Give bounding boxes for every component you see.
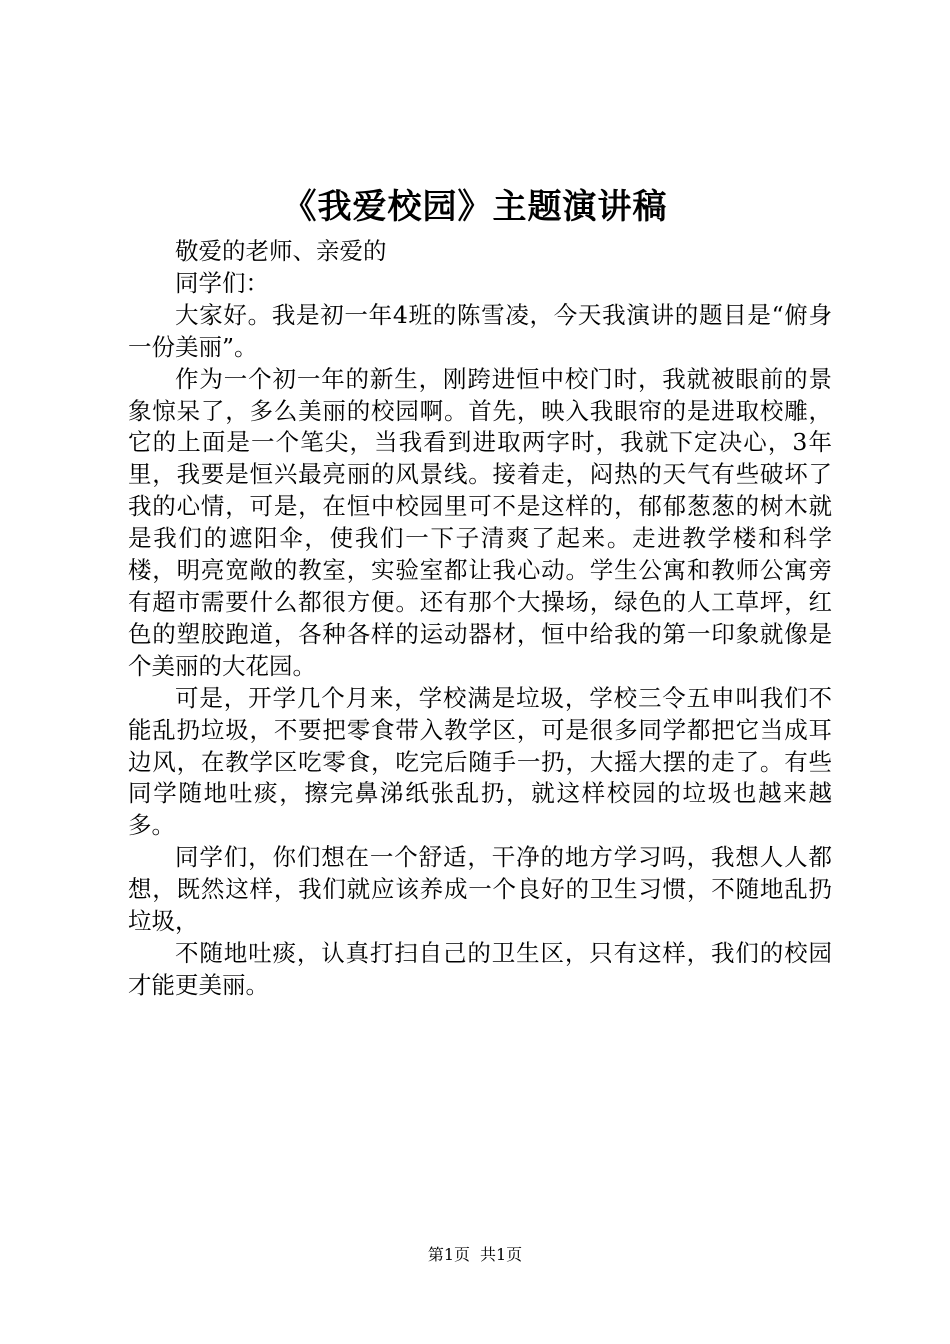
page-total: 共1页 — [480, 1245, 523, 1264]
page-footer — [0, 1244, 950, 1266]
salutation-line-1: 敬爱的老师、亲爱的 — [175, 237, 387, 265]
paragraph-campus-description: 作为一个初一年的新生，刚跨进恒中校门时，我就被眼前的景象惊呆了，多么美丽的校园啊。首先，映入我眼帘的是进取校雕，它的上面是一个笔尖，当我看到进取两字时，我就下定决心，3年里，我要是恒兴最亮丽的风景线。接着走，闷热的天气有些破坏了我的心情，可是，在恒中校园里可不是这样的，郁郁葱葱的树木就是我们的遮阳伞，使我们一下子清爽了起来。走进教学楼和科学楼，明亮宽敞的教室，实验室都让我心动。学生公寓和教师公寓旁有超市需要什么都很方便。还有那个大操场，绿色的人工草坪，红色的塑胶跑道，各种各样的运动器材，恒中给我的第一印象就像是个美丽的大花园。 — [128, 364, 832, 680]
paragraph-litter-problem: 可是，开学几个月来，学校满是垃圾，学校三令五申叫我们不能乱扔垃圾，不要把零食带入教学区，可是很多同学都把它当成耳边风，在教学区吃零食，吃完后随手一扔，大摇大摆的走了。有些同学随地吐痰，擦完鼻涕纸张乱扔，就这样校园的垃圾也越来越多。 — [128, 683, 832, 840]
document-body — [128, 236, 832, 1002]
document-title: 《我爱校园》主题演讲稿 — [282, 187, 668, 227]
paragraph-intro: 大家好。我是初一年4班的陈雪凌，今天我演讲的题目是“俯身一份美丽”。 — [128, 300, 832, 361]
paragraph-conclusion: 不随地吐痰，认真打扫自己的卫生区，只有这样，我们的校园才能更美丽。 — [128, 938, 832, 999]
paragraph-appeal: 同学们，你们想在一个舒适，干净的地方学习吗，我想人人都想，既然这样，我们就应该养成一个良好的卫生习惯，不随地乱扔垃圾， — [128, 843, 832, 936]
salutation-line-2: 同学们： — [175, 268, 269, 297]
page-number: 第1页 — [427, 1245, 470, 1264]
